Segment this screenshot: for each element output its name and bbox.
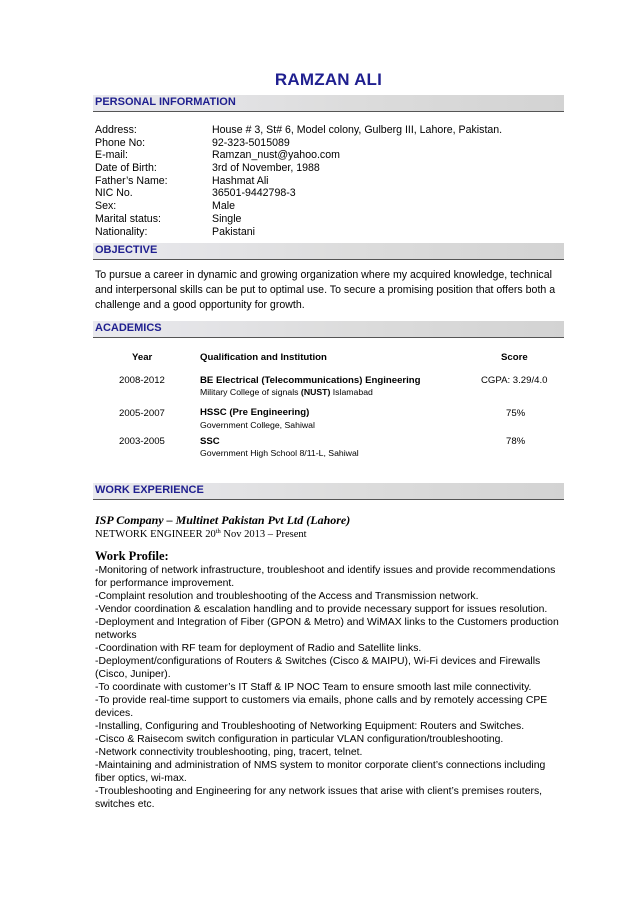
job-role: NETWORK ENGINEER 20th Nov 2013 – Present: [95, 528, 307, 540]
list-item: -Cisco & Raisecom switch configuration in particular VLAN configuration/troubleshooting.: [95, 734, 504, 745]
candidate-name: RAMZAN ALI: [274, 70, 383, 89]
info-value: 92-323-5015089: [212, 136, 290, 149]
academic-year: 2005-2007: [119, 408, 165, 419]
list-item: -Complaint resolution and troubleshooting of the Access and Transmission network.: [95, 591, 479, 602]
list-item: -Network connectivity troubleshooting, ping, tracert, telnet.: [95, 747, 363, 758]
section-header-personal: [93, 95, 564, 112]
academic-score: 78%: [506, 436, 526, 447]
academic-year: 2003-2005: [119, 436, 165, 447]
list-item: -Troubleshooting and Engineering for any network issues that arise with client’s premises routers, switches etc.: [95, 786, 543, 810]
info-value: 3rd of November, 1988: [212, 162, 320, 175]
list-item: -To provide real-time support to customers via emails, phone calls and by remotely accessing CPE devices.: [95, 695, 548, 719]
info-value: Single: [212, 212, 242, 225]
info-value: Hashmat Ali: [212, 174, 269, 187]
work-profile-title: Work Profile:: [95, 549, 169, 563]
info-value: House # 3, St# 6, Model colony, Gulberg III, Lahore, Pakistan.: [212, 124, 503, 136]
list-item: -Coordination with RF team for deployment of Radio and Satellite links.: [95, 643, 422, 654]
academic-score: CGPA: 3.29/4.0: [481, 375, 548, 386]
list-item: -Deployment/configurations of Routers & Switches (Cisco & MAIPU), Wi-Fi devices and Firewalls (Cisco, Juniper).: [95, 656, 541, 680]
section-title: OBJECTIVE: [95, 244, 158, 256]
section-title: ACADEMICS: [95, 322, 162, 334]
academic-degree: HSSC (Pre Engineering): [200, 407, 310, 418]
academic-degree: BE Electrical (Telecommunications) Engineering: [200, 375, 421, 386]
section-header-academics: [93, 321, 564, 338]
academic-institution: Government High School 8/11-L, Sahiwal: [200, 448, 359, 458]
column-header-year: Year: [132, 352, 153, 363]
list-item: -Installing, Configuring and Troubleshooting of Networking Equipment: Routers and Switches.: [95, 721, 525, 732]
column-header-qualification: Qualification and Institution: [200, 352, 327, 363]
section-header-work: [93, 483, 564, 500]
info-label: Sex:: [95, 200, 117, 213]
academic-institution: Government College, Sahiwal: [200, 420, 315, 430]
list-item: -Deployment and Integration of Fiber (GPON & Metro) and WiMAX links to the Customers production networks: [95, 617, 559, 641]
academic-year: 2008-2012: [119, 375, 165, 386]
info-label: Date of Birth:: [95, 162, 157, 175]
academic-score: 75%: [506, 408, 526, 419]
academic-institution: Military College of signals (NUST) Islamabad: [200, 387, 373, 397]
objective-text: To pursue a career in dynamic and growing organization where my acquired knowledge, technical and interpersonal skills can be put to optimal use. To secure a promising position that offers both a challenge and a good opportunity for growth.: [95, 269, 556, 311]
academic-degree: SSC: [200, 436, 220, 447]
section-title: WORK EXPERIENCE: [95, 484, 204, 496]
info-value: Ramzan_nust@yahoo.com: [212, 149, 340, 162]
section-title: PERSONAL INFORMATION: [95, 96, 236, 108]
info-value: Male: [212, 200, 235, 213]
list-item: -To coordinate with customer’s IT Staff & IP NOC Team to ensure smooth last mile connectivity.: [95, 682, 532, 693]
info-value: 36501-9442798-3: [212, 187, 296, 200]
column-header-score: Score: [501, 352, 528, 363]
info-label: NIC No.: [95, 187, 133, 200]
info-label: Phone No:: [95, 136, 146, 149]
work-profile-list: [95, 564, 564, 811]
info-label: E-mail:: [95, 149, 128, 162]
section-header-objective: [93, 243, 564, 260]
company-title: ISP Company – Multinet Pakistan Pvt Ltd (Lahore): [95, 513, 351, 527]
list-item: -Vendor coordination & escalation handling and to provide necessary support for issues resolution.: [95, 604, 548, 615]
info-label: Marital status:: [95, 212, 161, 225]
info-value: Pakistani: [212, 225, 255, 238]
info-label: Nationality:: [95, 225, 148, 238]
list-item: -Monitoring of network infrastructure, troubleshoot and identify issues and provide recommendations for performance improvement.: [95, 565, 556, 589]
info-label: Address:: [95, 124, 137, 136]
info-label: Father’s Name:: [95, 174, 168, 187]
list-item: -Maintaining and administration of NMS system to monitor corporate client’s connections including fiber optics, wi-max.: [95, 760, 546, 784]
